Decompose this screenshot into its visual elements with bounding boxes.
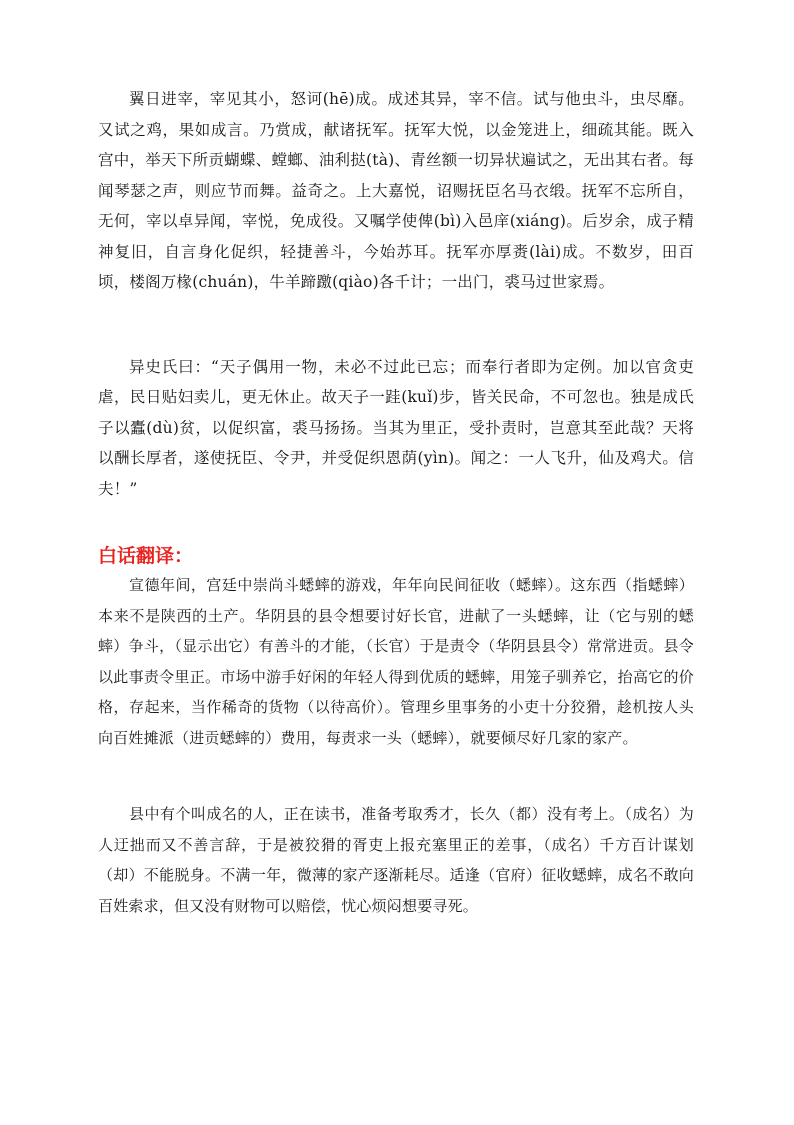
translation-paragraph-1: 宣德年间，宫廷中崇尚斗蟋蟀的游戏，年年向民间征收（蟋蟀）。这东西（指蟋蟀）本来不是陕西的土产。华阴县的县令想要讨好长官，进献了一头蟋蟀，让（它与别的蟋蟀）争斗，（显示出它）有善斗的才能，（长官）于是责令（华阴县县令）常常进贡。县令以此事责令里正。市场中游手好闲的年轻人得到优质的蟋蟀，用笼子驯养它，抬高它的价格，存起来，当作稀奇的货物（以待高价）。管理乡里事务的小吏十分狡猾，趁机按人头向百姓摊派（进贡蟋蟀的）费用，每责求一头（蟋蟀），就要倾尽好几家的家产。 [98,576,694,747]
document-page [98,84,694,921]
paragraph-spacer [98,504,694,542]
classical-paragraph-1: 翼日进宰，宰见其小，怒诃(hē)成。成述其异，宰不信。试与他虫斗，虫尽靡。又试之鸡，果如成言。乃赏成，献诸抚军。抚军大悦，以金笼进上，细疏其能。既入宫中，举天下所贡蝴蝶、螳螂、油利挞(tà)、青丝额一切异状遍试之，无出其右者。每闻琴瑟之声，则应节而舞。益奇之。上大嘉悦，诏赐抚臣名马衣缎。抚军不忘所自，无何，宰以卓异闻，宰悦，免成役。又嘱学使俾(bì)入邑庠(xiáng)。后岁余，成子精神复旧，自言身化促织，轻捷善斗，今始苏耳。抚军亦厚赉(lài)成。不数岁，田百顷，楼阁万椽(chuán)，牛羊蹄躈(qiào)各千计；一出门，裘马过世家焉。 [98,90,694,291]
translation-paragraph-2: 县中有个叫成名的人，正在读书，准备考取秀才，长久（都）没有考上。（成名）为人迂拙而又不善言辞，于是被狡猾的胥吏上报充塞里正的差事，（成名）千方百计谋划（却）不能脱身。不满一年，微薄的家产逐渐耗尽。适逢（官府）征收蟋蟀，成名不敢向百姓索求，但又没有财物可以赔偿，忧心烦闷想要寻死。 [98,805,694,915]
paragraph-spacer [98,753,694,799]
translation-section [98,542,694,921]
paragraph-spacer [98,298,694,352]
classical-paragraph-2: 异史氏曰：“天子偶用一物，未必不过此已忘；而奉行者即为定例。加以官贪吏虐，民日贴妇卖儿，更无休止。故天子一跬(kuǐ)步，皆关民命，不可忽也。独是成氏子以蠹(dù)贫，以促织富，裘马扬扬。当其为里正，受扑责时，岂意其至此哉？天将以酬长厚者，遂使抚臣、令尹，并受促织恩荫(yìn)。闻之：一人飞升，仙及鸡犬。信夫！” [98,357,694,498]
translation-heading: 白话翻译： [98,545,194,567]
